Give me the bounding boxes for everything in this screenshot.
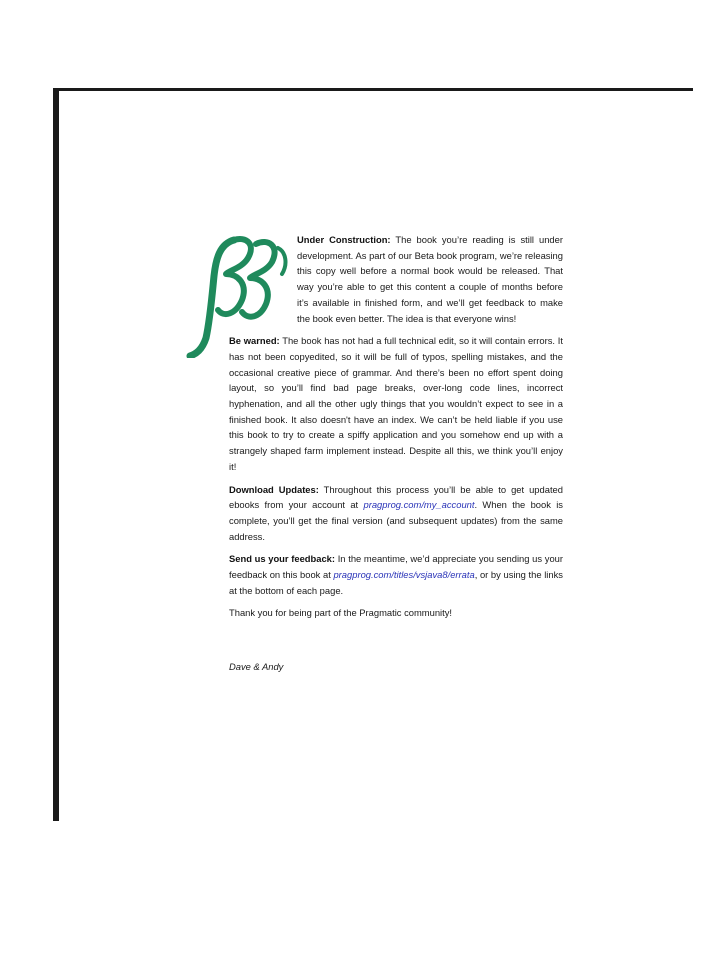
be-warned-text: The book has not had a full technical edit, so it will contain errors. It has not been copyedited, so it will be full of typos, spelling mistakes, and the occasional creative piece of grammar. And there’s been no effort spent doing layout, so you’ll find bad page breaks, over-long code lines, incorrect hyphenation, and all the other ugly things that you wouldn’t expect to see in a finished book. It also doesn't have an index. We can’t be held liable if you use this book to try to create a spiffy application and you somehow end up with a strangely shaped farm implement instead. Despite all this, we think you’ll enjoy it! xyxy=(229,335,563,472)
page-frame-top-border xyxy=(53,88,693,91)
account-link[interactable]: pragprog.com/my_account xyxy=(363,499,475,511)
signature: Dave & Andy xyxy=(229,661,284,673)
download-updates-heading: Download Updates: xyxy=(229,483,319,495)
feedback-text-before: In the meantime, we’d appreciate you sending us your feedback on this book at xyxy=(229,553,563,581)
feedback-text-after: , or by using the links at the bottom of each page. xyxy=(229,569,563,596)
beta-notice-text xyxy=(229,232,563,682)
be-warned-paragraph xyxy=(229,333,563,474)
download-updates-text-before: Throughout this process you’ll be able to get updated ebooks from your account at xyxy=(229,483,563,511)
be-warned-heading: Be warned: xyxy=(229,335,280,347)
thanks-line: Thank you for being part of the Pragmatic community! xyxy=(229,607,453,619)
under-construction-text: The book you’re reading is still under development. As part of our Beta book program, we’re releasing this copy well before a normal book would be released. That way you’re able to get this content a couple of months before it’s available in finished form, and we’ll get feedback to make the book even better. The idea is that everyone wins! xyxy=(297,234,563,324)
under-construction-heading: Under Construction: xyxy=(297,234,391,245)
errata-link[interactable]: pragprog.com/titles/vsjava8/errata xyxy=(333,569,475,581)
feedback-heading: Send us your feedback: xyxy=(229,553,336,565)
feedback-paragraph xyxy=(229,551,563,598)
download-updates-text-after: . When the book is complete, you’ll get the final version (and subsequent updates) from the same address. xyxy=(229,499,563,542)
under-construction-paragraph xyxy=(297,232,563,326)
page-frame-left-border xyxy=(53,88,59,821)
download-updates-paragraph xyxy=(229,482,563,545)
